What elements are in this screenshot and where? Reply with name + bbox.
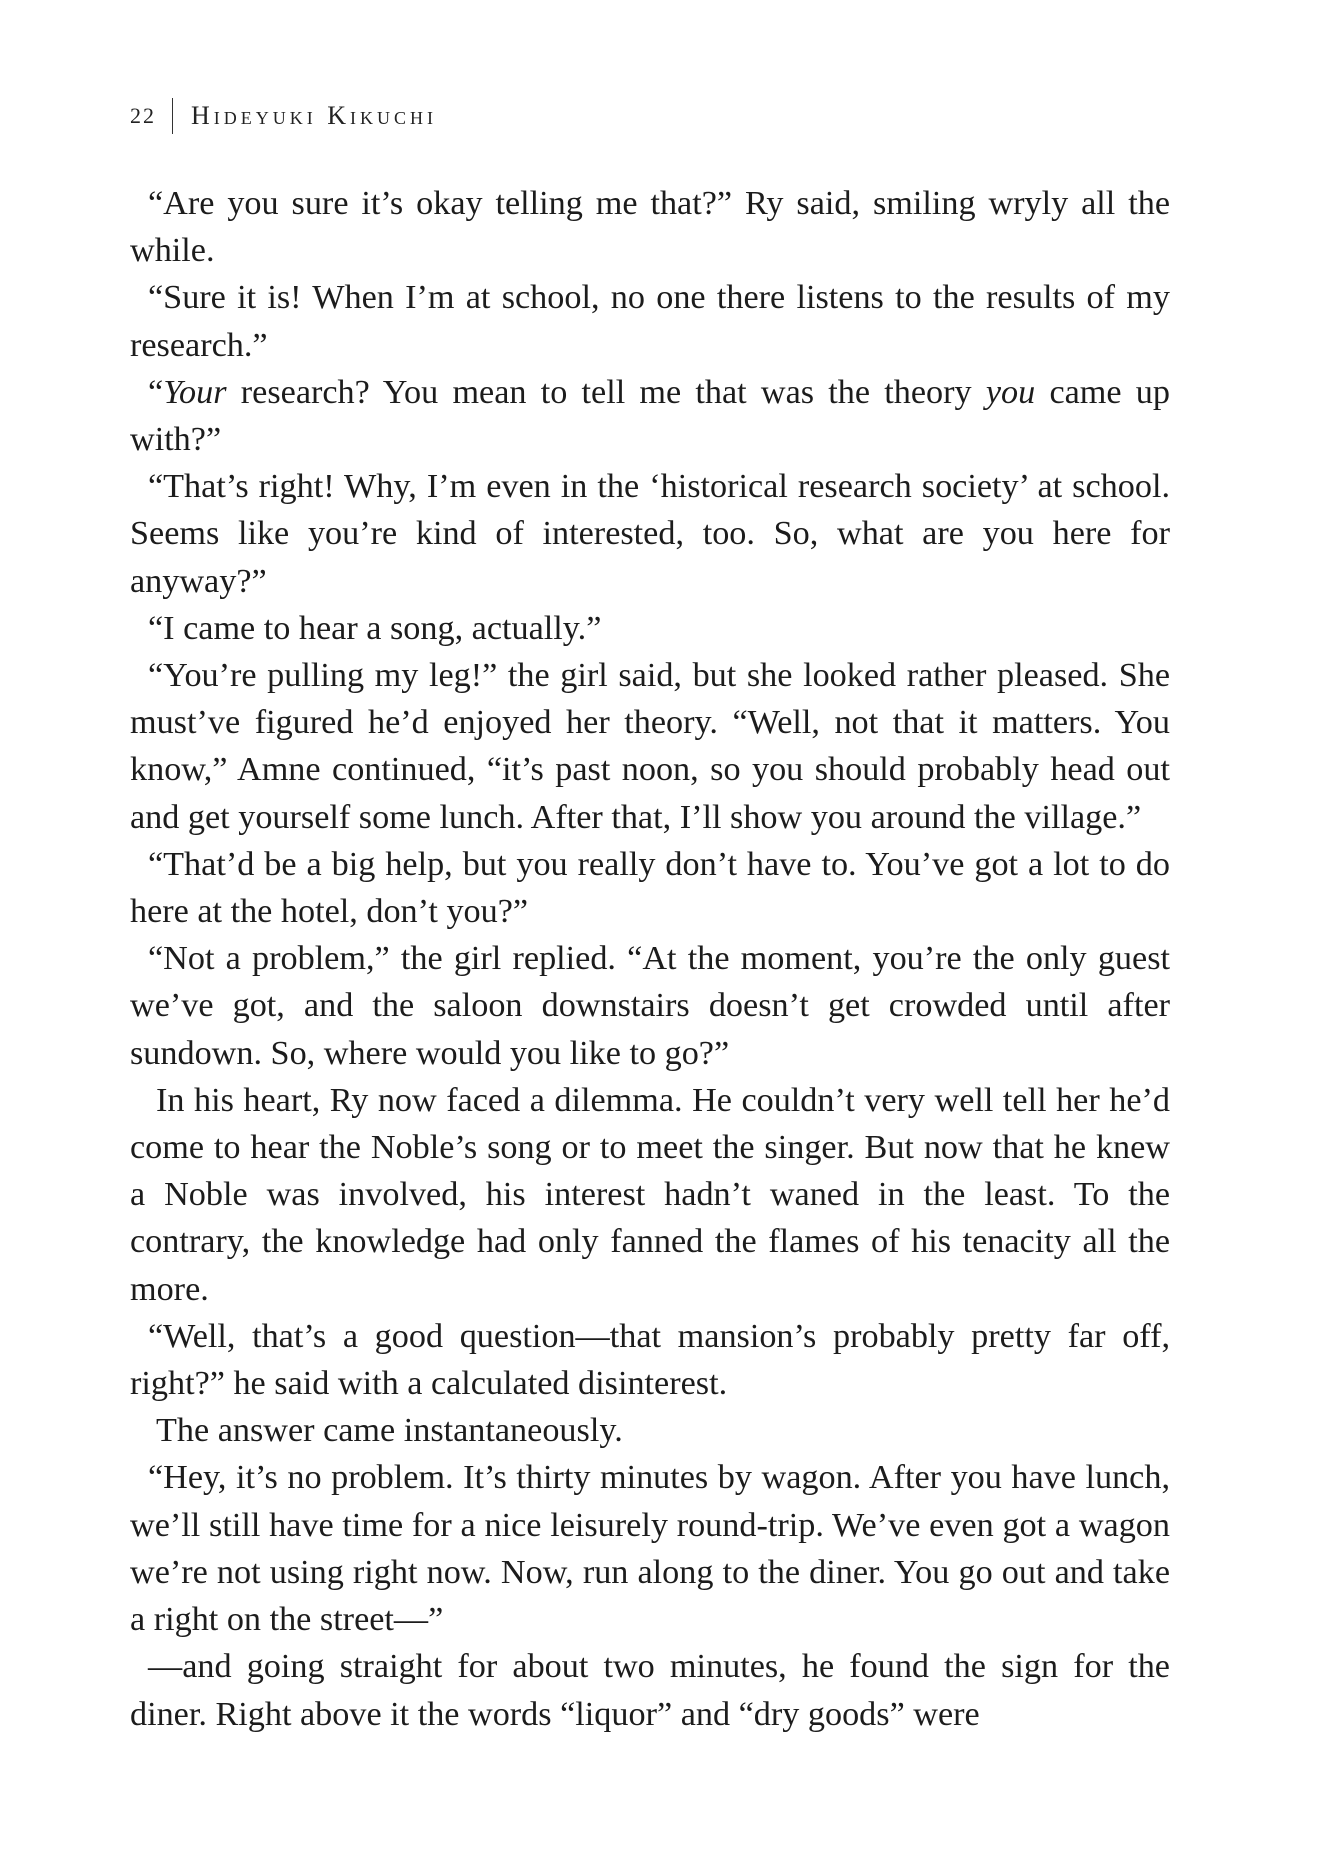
paragraph: —and going straight for about two minutes, he found the sign for the diner. Right above it the words “liquor” and “dry goods” were xyxy=(130,1648,1170,1733)
paragraph: “Not a problem,” the girl replied. “At the moment, you’re the only guest we’ve got, and the saloon downstairs doesn’t get crowded until after sundown. So, where would you like to go?” xyxy=(130,940,1170,1072)
header-divider xyxy=(172,98,173,134)
paragraph: “That’d be a big help, but you really don’t have to. You’ve got a lot to do here at the hotel, don’t you?” xyxy=(130,845,1170,931)
paragraph: “I came to hear a song, actually.” xyxy=(148,609,602,647)
text-run: came up with?” xyxy=(130,373,1170,459)
emphasis-text: you xyxy=(985,373,1036,411)
paragraph: “Sure it is! When I’m at school, no one there listens to the results of my research.” xyxy=(130,279,1170,364)
emphasis-text: Your xyxy=(163,373,227,411)
paragraph: “You’re pulling my leg!” the girl said, but she looked rather pleased. She must’ve figured he’d enjoyed her theory. “Well, not that it matters. You know,” Amne continued, “it’s past noon, so you should probably head out and get yourself some lunch. After that, I’ll show you around the village.” xyxy=(130,657,1170,836)
paragraph: “Well, that’s a good question—that mansion’s probably pretty far off, right?” he said with a calculated disinterest. xyxy=(130,1317,1170,1403)
author-name: Hideyuki Kikuchi xyxy=(191,101,438,130)
paragraph: “Are you sure it’s okay telling me that?” Ry said, smiling wryly all the while. xyxy=(130,185,1170,270)
text-run: “ xyxy=(148,373,164,411)
paragraph: “That’s right! Why, I’m even in the ‘historical research society’ at school. Seems like you’re kind of interested, too. So, what are you here for anyway?” xyxy=(130,468,1170,600)
paragraph: In his heart, Ry now faced a dilemma. He couldn’t very well tell her he’d come to hear the Noble’s song or to meet the singer. But now that he knew a Noble was involved, his interest hadn’t waned in the least. To the contrary, the knowledge had only fanned the flames of his tenacity all the more. xyxy=(130,1081,1170,1308)
running-header xyxy=(130,96,437,136)
body-text xyxy=(130,180,1170,1738)
paragraph: “Hey, it’s no problem. It’s thirty minutes by wagon. After you have lunch, we’ll still have time for a nice leisurely round-trip. We’ve even got a wagon we’re not using right now. Now, run along to the diner. You go out and take a right on the street—” xyxy=(130,1459,1170,1639)
paragraph: The answer came instantaneously. xyxy=(156,1412,623,1450)
text-run: research? You mean to tell me that was the theory xyxy=(226,373,986,411)
page-number: 22 xyxy=(130,103,156,128)
paragraph xyxy=(130,369,1170,463)
